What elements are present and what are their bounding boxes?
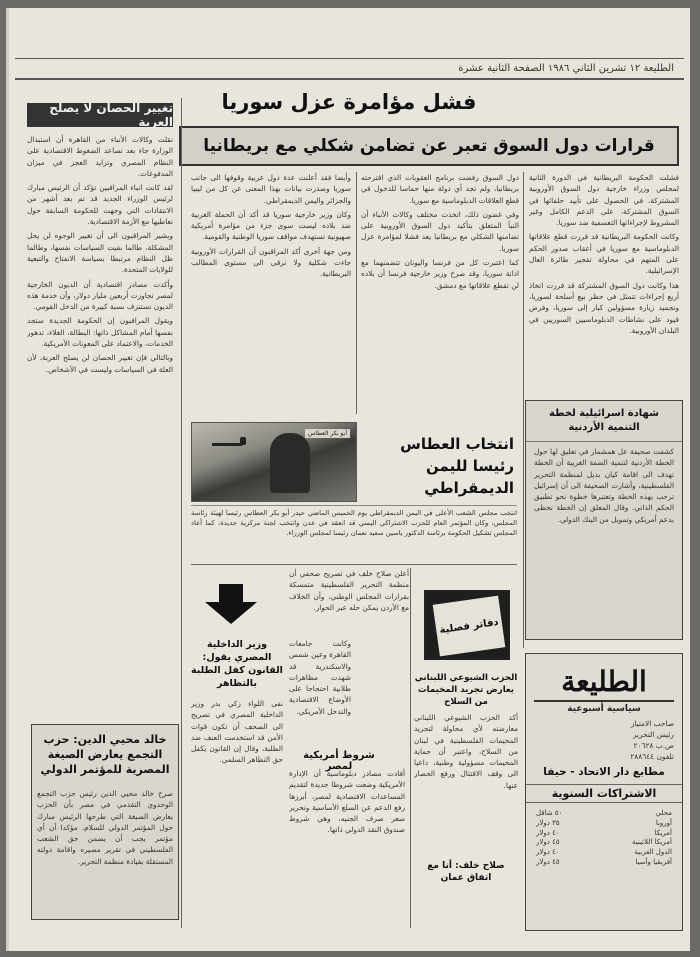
salah-prelude [289,568,409,746]
paragraph: وبالتالي فإن تغيير الحصان لن يصلح العربة، لأن العلة في السياسات وليست في الأشخاص. [27,353,173,374]
khalid-title: خالد محيي الدين: حزب التجمع يعارض الصيغة المصرية للمؤتمر الدولي [40,733,170,776]
masthead-print-label: مطابع دار الاتحاد - حيفا [543,766,665,778]
paragraph: هذا وكانت دول السوق المشتركة قد قررت اتخاذ أربع إجراءات تتمثل في حظر بيع أسلحة لسوريا، وتجميد زيارة مسؤولين كبار إلى سوريا، وفرض قيود على نشاطات الدبلوماسيين السوريين في البلدان الأوروبية. [529,280,679,335]
main-subhead [179,126,679,166]
paragraph: وأكدت مصادر اقتصادية أن الديون الخارجية لمصر تجاوزت أربعين مليار دولار، وأن خدمة هذه الديون تستنزف نسبة كبيرة من الدخل القومي. [27,279,173,312]
paragraph: كما اعتبرت كل من فرنسا واليونان تتضمنهما مع ادانة سوريا، وقد صرح وزير خارجية فرنسا أن بلاده لن تقطع علاقاتها مع دمشق. [361,258,519,290]
main-article-col-right [529,172,679,396]
paragraph: لقد كانت انباء المراقبين تؤكد أن الرئيس مبارك لرئيس الوزراء الجديد قد تم بعد أشهر من الانتقادات التي وجهت للحكومة السابقة حول تعاطيها مع الأزمة الاقتصادية. [27,183,173,227]
masthead-line: ص.ب ٢٠٦٢٨ [633,741,674,750]
sidebar-title: تغيير الحصان لا يصلح العربة [27,103,173,127]
paragraph: ويقول المراقبون إن الحكومة الجديدة ستجد نفسها أمام المشاكل ذاتها: البطالة، الغلاء، تدهور الخدمات، والاعتماد على المعونات الأمريكية. [27,316,173,349]
atas-photo [191,422,357,502]
price-row: أمريكا اللاتينية ٤٥ دولار [536,838,672,847]
hezb-title: الحزب الشيوعي اللبناني يعارض تجريد المخيمات من السلاح [414,673,518,707]
paragraph: فشلت الحكومة البريطانية في الدورة الثانية لمجلس وزراء خارجية دول السوق الأوروبية المشتركة، في الحصول على تأييد حلفائها في السوق المشتركة، على الدعم الكامل وغير المشروط لإجراءاتها التعسفية ضد سوريا. [529,173,679,228]
masthead-subtitle: سياسية أسبوعية [567,704,641,714]
paragraph: وأيضا فقد أعلنت عدة دول عربية وقوفها الى جانب سوريا وصدرت بيانات بهذا المعنى عن كل من ليبيا والجزائر واليمن الديمقراطي. [191,173,351,205]
paragraph: وكانت الحكومة البريطانية قد قررت قطع علاقاتها الدبلوماسية مع سوريا في أعقاب صدور الحكم على المتهم في محاولة تفجير طائرة العال الإسرائيلية. [529,232,679,276]
salah-title: صلاح خلف: أنا مع اتفاق عمان [427,861,505,883]
elections-caption: انتخب مجلس الشعب الأعلى في اليمن الديمقراطي يوم الخميس الماضي حيدر أبو بكر العطاس رئيسا لهيئة رئاسة المجلس، وكان المؤتمر العام للحزب الاشتراكي اليمني قد انعقد في عدن وانتخب لجنة مركزية جديدة، كما أعاد المجلس تشكيل الحكومة برئاسة الدكتور ياسين سعيد نعمان رئيسا لمجلس الوزراء. [191,505,517,561]
speaker-figure [270,433,310,493]
masthead-logo: الطليعة [534,662,674,702]
hezb-text: أكد الحزب الشيوعي اللبناني معارضته لأي محاولة لتجريد المخيمات الفلسطينية في لبنان من السلاح، واعتبر أن حماية المخيمات مسؤولية وطنية، داعيا الى وقف الاقتتال ورفع الحصار عنها. [414,713,518,790]
photo-caption-tag: أبو بكر العطاس [305,429,350,438]
notebook-label: دفاتر فصلية [433,596,506,657]
paragraph: ومن جهة أخرى أكد المراقبون أن القرارات الأوروبية جاءت شكلية ولا ترقى الى مستوى المطالب البريطانية. [191,246,351,279]
notebook-graphic [424,590,510,660]
microphone-shape [212,443,242,446]
sidebar-body [27,134,173,720]
masthead-box [525,653,683,931]
minister-col-a: نفى اللواء زكي بدر وزير الداخلية المصري في تصريح الى الصحف أن تكون قوات الأمن قد استخدمت العنف ضد الطلبة، وقال إن القانون يكفل حق التظاهر السلمي. [191,699,283,765]
minister-col-b: وكانت جامعات القاهرة وعين شمس والاسكندرية قد شهدت مظاهرات طلابية احتجاجا على الأوضاع الاقتصادية والتدخل الأمريكي. [289,639,351,716]
price-row: الدول العربية ٤٠ دولار [536,848,672,857]
price-row: أمريكا ٤٠ دولار [536,828,672,837]
testimony-box [525,400,683,640]
main-article-col-left [191,172,351,412]
paragraph: وكان وزير خارجية سوريا قد أكد أن الحملة الغربية ضد بلاده ليست سوى جزء من مؤامرة أمريكية صهيونية تستهدف مواقف سوريا الوطنية والقومية. [191,209,351,242]
down-arrow-icon [205,584,257,622]
paragraph: ويشير المراقبون الى أن تغيير الوجوه لن يحل المشكلة، طالما بقيت السياسات نفسها، وطالما ظل النظام مرتبطا بسياسة الانفتاح والتبعية للولايات المتحدة. [27,231,173,275]
minister-title: وزير الداخلية المصري يقول: القانون كفل الطلبة بالتظاهر [191,639,283,689]
paragraph: أعلن صلاح خلف في تصريح صحفي أن منظمة التحرير الفلسطينية متمسكة بقرارات المجلس الوطني، وأن الخلاف مع الأردن يمكن حله عبر الحوار. [289,569,409,612]
page-header-strip [15,58,684,80]
column-rule [356,172,357,414]
main-headline: فشل مؤامرة عزل سوريا [221,90,477,114]
testimony-text: كشفت صحيفة عل همشمار في تعليق لها حول الخطة الأردنية لتنمية الضفة الغربية أن الخطة تهدف الى اقامة كيان بديل لمنظمة التحرير الفلسطينية، وأشارت الصحيفة الى أن إسرائيل ترحب بهذه الخطة وتعتبرها خطوة نحو تطبيق الحكم الذاتي. وقال المعلق إن الخطة تحظى بدعم أمريكي وتمويل من البنك الدولي. [534,447,674,524]
subscriptions-list [526,809,682,868]
page-header-text: الطليعة ١٢ تشرين الثاني ١٩٨٦ الصفحة الثانية عشرة [458,63,674,74]
masthead-line: صاحب الامتياز [630,719,674,728]
subscriptions-title: الاشتراكات السنوية [526,784,682,803]
masthead-line: تلفون ٢٨٨٦٤٤ [630,752,674,761]
price-row: أفريقيا وآسيا ٤٥ دولار [536,857,672,866]
us-conditions-title: شروط أمريكية لمصر [303,750,375,772]
main-subhead-text: قرارات دول السوق تعبر عن تضامن شكلي مع بريطانيا [203,136,655,156]
column-rule [181,98,182,928]
microphone-head-shape [240,437,246,445]
us-conditions-text: أفادت مصادر دبلوماسية أن الإدارة الأمريكية وضعت شروطا جديدة لتقديم المساعدات الاقتصادية لمصر، أبرزها رفع الدعم عن السلع الأساسية وتحرير سعر صرف الجنيه، وهي شروط صندوق النقد الدولي ذاتها. [289,769,405,835]
paragraph: دول السوق رفضت برنامج العقوبات الذي اقترحته بريطانيا، ولم تجد أي دولة منها حماسا للدخول في قطع العلاقات الدبلوماسية مع سوريا. [361,173,519,205]
testimony-title: شهادة اسرائيلية لخطة التنمية الأردنية [526,401,682,442]
paragraph: وفي غضون ذلك، اتخذت مختلف وكالات الأنباء أن النبأ المتعلق بتأكيد دول السوق الأوروبية على تضامنها الشكلي مع بريطانيا يعد فشلا لمؤامرة عزل سوريا. [361,209,519,253]
main-article-col-middle [361,172,519,412]
column-rule [410,568,411,928]
paragraph: نقلت وكالات الأنباء من القاهرة أن استبدال الوزارة جاء بعد تصاعد الضغوط الاقتصادية على النظام المصري وتزايد العجز في ميزان المدفوعات. [27,135,173,178]
column-rule [523,172,524,648]
newspaper-page [6,8,690,951]
price-row: محلي ٥٠ شاقل [536,809,672,817]
elections-title: انتخاب العطاس رئيسا لليمن الديمقراطي [400,435,514,497]
khalid-text: صرح خالد محيي الدين رئيس حزب التجمع الوحدوي التقدمي في مصر بأن الحزب يعارض الصيغة التي طرحها الرئيس مبارك حول المؤتمر الدولي للسلام، مؤكدا أن أي مؤتمر يجب أن يضمن حق الشعب الفلسطيني في تقرير مصيره واقامة دولته المستقلة بقيادة منظمة التحرير. [37,789,173,866]
masthead-line: رئيس التحرير [632,730,674,739]
price-row: أوروبا ٣٥ دولار [536,818,672,827]
row-rule [191,564,517,565]
